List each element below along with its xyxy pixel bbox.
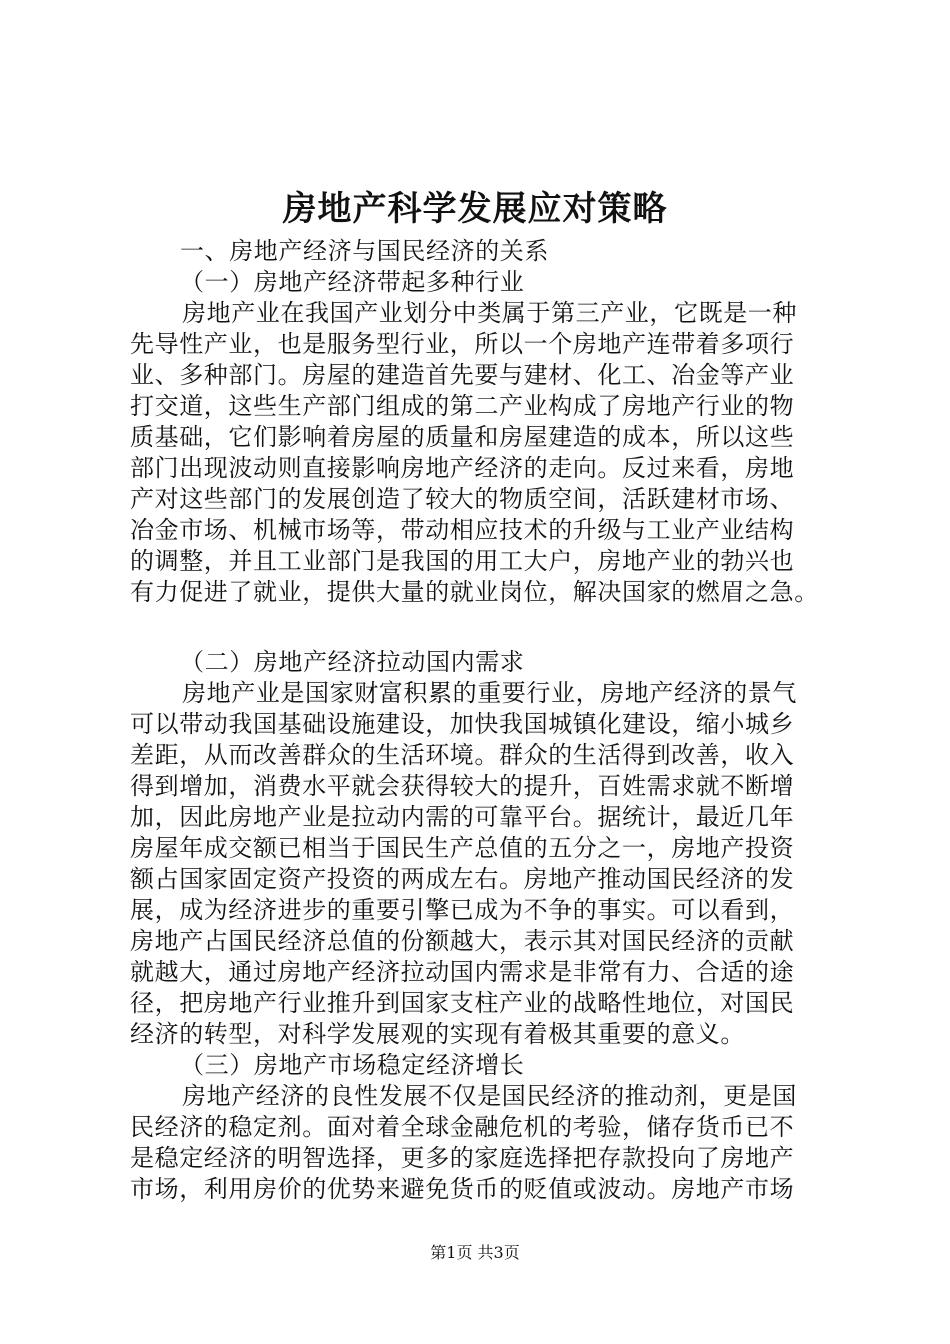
paragraph-line: 就越大，通过房地产经济拉动国内需求是非常有力、合适的途 xyxy=(130,958,795,986)
paragraph-line: 民经济的稳定剂。面对着全球金融危机的考验，储存货币已不 xyxy=(130,1113,795,1141)
paragraph-spacer xyxy=(130,608,850,647)
paragraph-line: 质基础，它们影响着房屋的质量和房屋建造的成本，所以这些 xyxy=(130,423,795,451)
paragraph-line: 房地产业在我国产业划分中类属于第三产业，它既是一种 xyxy=(182,299,797,327)
paragraph-line: 打交道，这些生产部门组成的第二产业构成了房地产行业的物 xyxy=(130,392,795,420)
paragraph-line: 房地产业是国家财富积累的重要行业，房地产经济的景气 xyxy=(182,679,797,707)
paragraph-line: 加，因此房地产业是拉动内需的可靠平台。据统计，最近几年 xyxy=(130,803,795,831)
paragraph-line: 得到增加，消费水平就会获得较大的提升，百姓需求就不断增 xyxy=(130,772,795,800)
paragraph-line: 房地产占国民经济总值的份额越大，表示其对国民经济的贡献 xyxy=(130,927,795,955)
subsection-heading: （三）房地产市场稳定经济增长 xyxy=(180,1051,525,1079)
paragraph-line: 经济的转型，对科学发展观的实现有着极其重要的意义。 xyxy=(130,1020,745,1048)
page-title: 房地产科学发展应对策略 xyxy=(282,189,668,229)
paragraph-line: 额占国家固定资产投资的两成左右。房地产推动国民经济的发 xyxy=(130,865,795,893)
document-body xyxy=(130,236,850,1205)
paragraph-line: 是稳定经济的明智选择，更多的家庭选择把存款投向了房地产 xyxy=(130,1144,795,1172)
paragraph-line: 业、多种部门。房屋的建造首先要与建材、化工、冶金等产业 xyxy=(130,361,795,389)
section-heading: 一、房地产经济与国民经济的关系 xyxy=(180,237,549,265)
paragraph-line: 先导性产业，也是服务型行业，所以一个房地产连带着多项行 xyxy=(130,330,795,358)
paragraph-line: 房地产经济的良性发展不仅是国民经济的推动剂，更是国 xyxy=(182,1082,797,1110)
paragraph-line: 市场，利用房价的优势来避免货币的贬值或波动。房地产市场 xyxy=(130,1175,795,1203)
paragraph-line: 部门出现波动则直接影响房地产经济的走向。反过来看，房地 xyxy=(130,454,795,482)
paragraph-line: 可以带动我国基础设施建设，加快我国城镇化建设，缩小城乡 xyxy=(130,710,795,738)
subsection-heading: （一）房地产经济带起多种行业 xyxy=(180,268,525,296)
paragraph-line: 冶金市场、机械市场等，带动相应技术的升级与工业产业结构 xyxy=(130,516,795,544)
paragraph-line: 有力促进了就业，提供大量的就业岗位，解决国家的燃眉之急。 xyxy=(130,578,819,606)
paragraph-line: 房屋年成交额已相当于国民生产总值的五分之一，房地产投资 xyxy=(130,834,795,862)
page-footer: 第1页 共3页 xyxy=(430,1243,520,1262)
subsection-heading: （二）房地产经济拉动国内需求 xyxy=(180,648,525,676)
paragraph-line: 的调整，并且工业部门是我国的用工大户，房地产业的勃兴也 xyxy=(130,547,795,575)
paragraph-line: 展，成为经济进步的重要引擎已成为不争的事实。可以看到， xyxy=(130,896,795,924)
paragraph-line: 径，把房地产行业推升到国家支柱产业的战略性地位，对国民 xyxy=(130,989,795,1017)
paragraph-line: 差距，从而改善群众的生活环境。群众的生活得到改善，收入 xyxy=(130,741,795,769)
paragraph-line: 产对这些部门的发展创造了较大的物质空间，活跃建材市场、 xyxy=(130,485,795,513)
